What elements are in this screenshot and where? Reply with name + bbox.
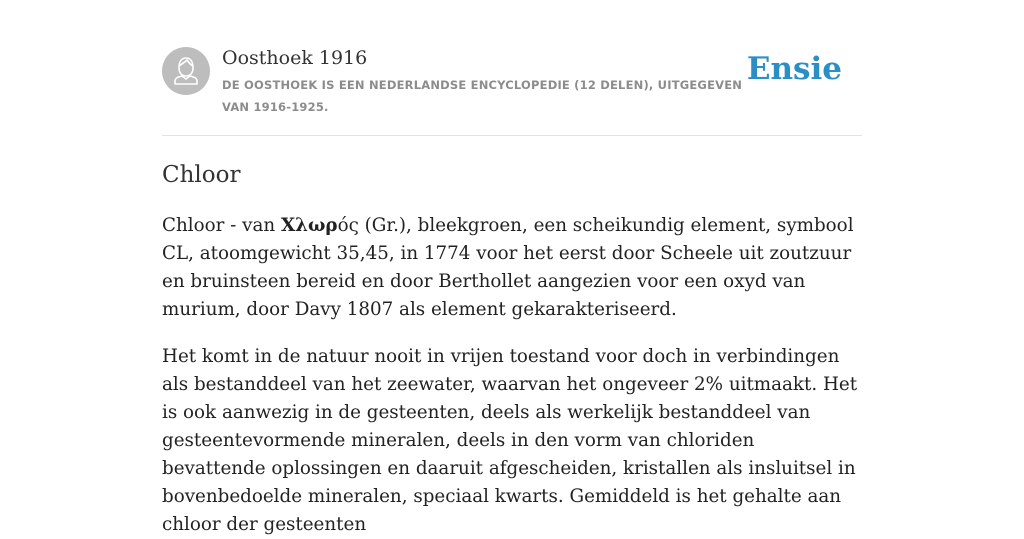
article-title: Chloor	[162, 162, 241, 188]
source-header	[162, 46, 862, 116]
ensie-logo-link[interactable]: Ensie	[746, 51, 842, 87]
article	[162, 158, 862, 539]
source-avatar[interactable]	[162, 47, 210, 95]
article-paragraph-1	[162, 212, 862, 324]
greek-term-bold: Χλωρ	[280, 215, 338, 236]
greek-term-rest: óς	[337, 215, 359, 236]
paragraph-1-body: (Gr.), bleekgroen, een scheikundig element, symbool CL, atoomgewicht 35,45, in 1774 voor het eerst door Scheele uit zoutzuur en bruinsteen bereid en door Berthollet aangezien voor een oxyd van murium, door Davy 1807 als element gekarakteriseerd.	[162, 215, 854, 320]
paragraph-1-lead: Chloor - van	[162, 215, 281, 236]
user-icon	[162, 47, 210, 95]
source-description: DE OOSTHOEK IS EEN NEDERLANDSE ENCYCLOPEDIE (12 DELEN), UITGEGEVEN VAN 1916-1925.	[222, 78, 743, 114]
article-paragraph-2: Het komt in de natuur nooit in vrijen toestand voor doch in verbindingen als bestanddeel van het zeewater, waarvan het ongeveer 2% uitmaakt. Het is ook aanwezig in de gesteenten, deels als werkelijk bestanddeel van gesteentevormende mineralen, deels in den vorm van chloriden bevattende oplossingen en daaruit afgescheiden, kristallen als insluitsel in bovenbedoelde mineralen, speciaal kwarts. Gemiddeld is het gehalte aan chloor der gesteenten	[162, 346, 858, 535]
header-divider	[162, 135, 862, 136]
source-title[interactable]: Oosthoek 1916	[222, 47, 368, 69]
